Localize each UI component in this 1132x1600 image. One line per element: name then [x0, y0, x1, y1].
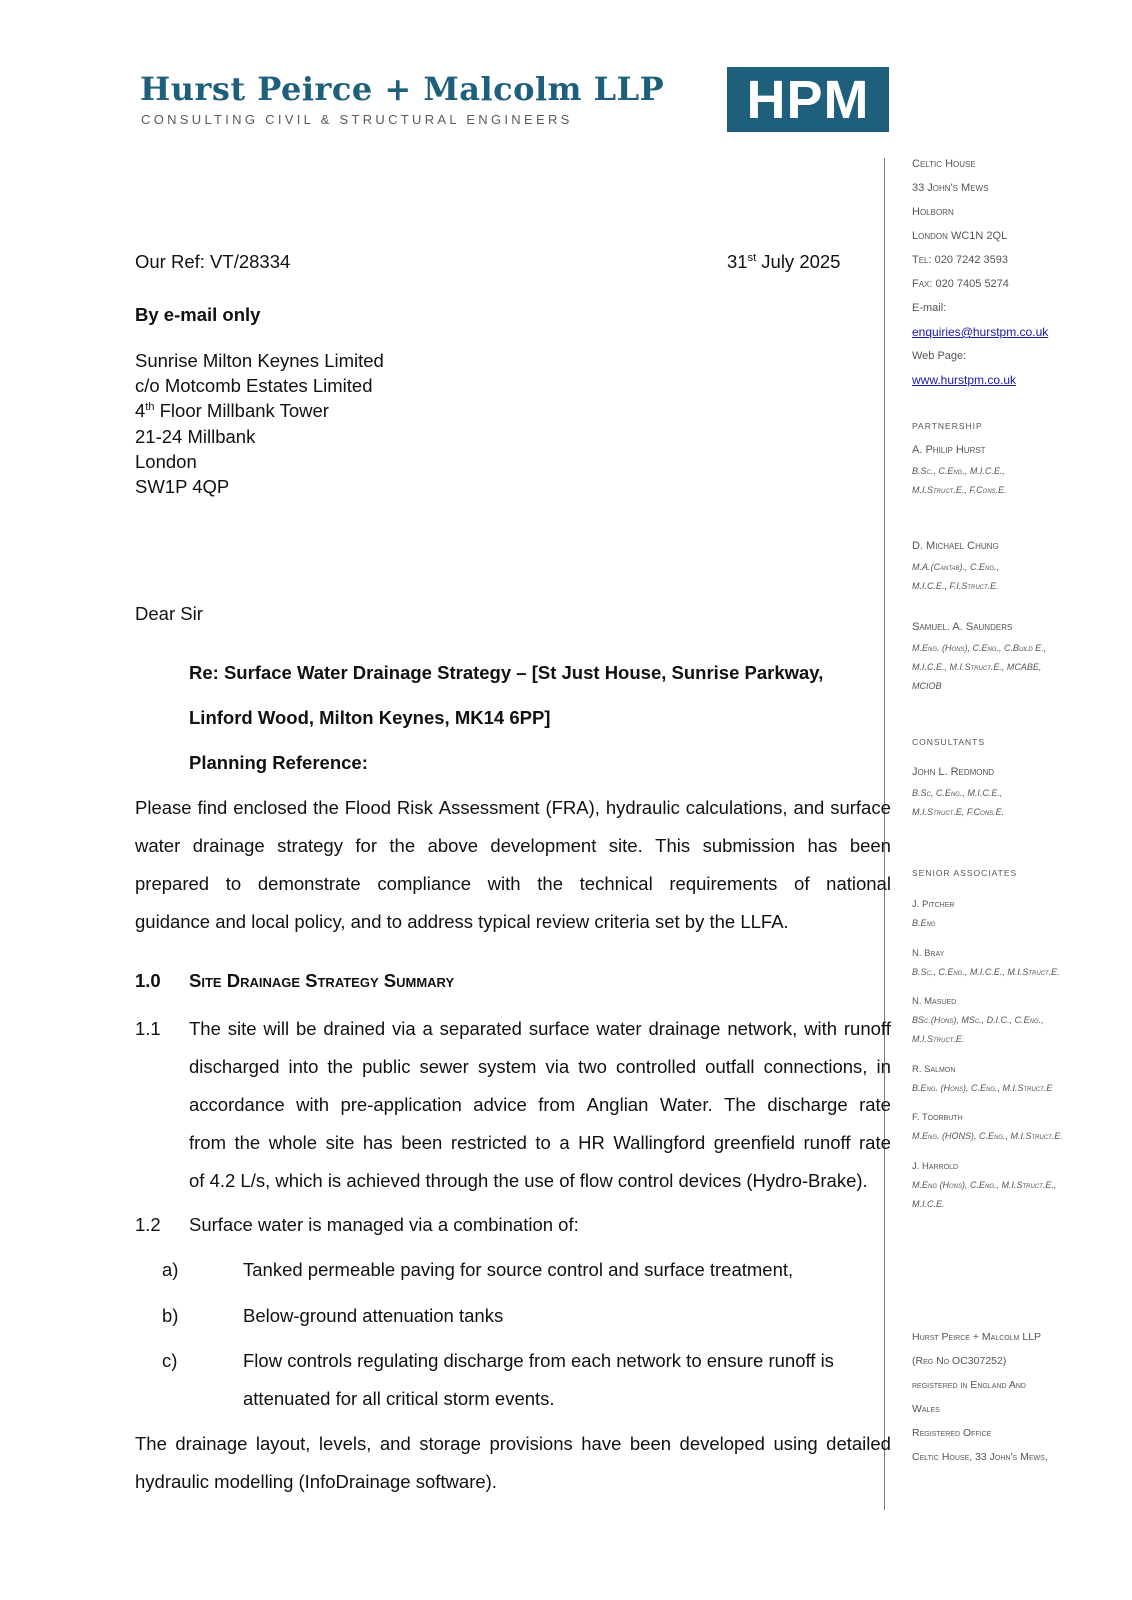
- word: with: [487, 873, 521, 894]
- word: drainage: [648, 1018, 721, 1039]
- associate-name: J. Pitcher: [912, 899, 955, 910]
- sidebar-footer: [912, 1325, 1127, 1469]
- word: The: [724, 1094, 756, 1115]
- associate-name: J. Harrold: [912, 1161, 959, 1172]
- word: site: [227, 1018, 257, 1039]
- word: whole: [268, 1132, 318, 1153]
- footer-line: Celtic House, 33 John's Mews,: [912, 1451, 1048, 1463]
- para-line: [189, 1094, 891, 1116]
- word: have: [581, 1433, 622, 1454]
- word: HR: [578, 1132, 605, 1153]
- word: levels,: [318, 1433, 372, 1454]
- partner-name: A. Philip Hurst: [912, 444, 986, 456]
- word: controlled: [615, 1056, 697, 1077]
- word: has: [362, 1132, 393, 1153]
- intro-line: guidance and local policy, and to address typical review criteria set by the LLFA.: [135, 911, 789, 932]
- closing-line: [135, 1433, 891, 1455]
- footer-line: (Reg No OC307252): [912, 1355, 1007, 1367]
- associate-quals: B.Eng. (Hons), C.Eng., M.I.Struct.E: [912, 1083, 1053, 1093]
- word: pre-application: [340, 1094, 462, 1115]
- hpm-logo-text: HPM: [746, 69, 870, 130]
- word: has: [807, 835, 838, 856]
- word: requirements: [669, 873, 778, 894]
- address-line: London WC1N 2QL: [912, 230, 1008, 242]
- word: been: [401, 1132, 443, 1153]
- address-line: Holborn: [912, 206, 954, 218]
- word: (FRA),: [545, 797, 600, 818]
- footer-line: Registered Office: [912, 1427, 992, 1439]
- associate-quals: M.I.Struct.E.: [912, 1034, 965, 1044]
- word: discharged: [189, 1056, 280, 1077]
- word: and: [793, 797, 825, 818]
- intro-line: [135, 835, 891, 857]
- word: drainage: [175, 1433, 248, 1454]
- associate-name: N. Bray: [912, 948, 945, 959]
- word: with: [804, 1018, 838, 1039]
- word: surface: [830, 797, 891, 818]
- word: via: [391, 1018, 416, 1039]
- floor-num: 4: [135, 400, 146, 421]
- list-label: c): [162, 1350, 178, 1371]
- word: connections,: [763, 1056, 868, 1077]
- word: the: [327, 1056, 354, 1077]
- web-link[interactable]: www.hurstpm.co.uk: [912, 373, 1017, 387]
- sidebar-contact: [912, 152, 1127, 392]
- word: water: [135, 835, 181, 856]
- associates-heading: SENIOR ASSOCIATES: [912, 868, 1018, 878]
- footer-line: Wales: [912, 1403, 940, 1415]
- recipient-line: Sunrise Milton Keynes Limited: [135, 350, 384, 371]
- word: rate: [859, 1094, 891, 1115]
- list-item: Below-ground attenuation tanks: [243, 1305, 504, 1326]
- footer-line: registered in England And: [912, 1379, 1026, 1391]
- word: outfall: [705, 1056, 755, 1077]
- fax-line: Fax: 020 7405 5274: [912, 278, 1009, 290]
- word: The: [135, 1433, 167, 1454]
- word: in: [876, 1056, 891, 1077]
- associate-name: F. Toorbuth: [912, 1112, 963, 1123]
- partnership-heading: PARTNERSHIP: [912, 421, 983, 431]
- word: runoff: [843, 1018, 891, 1039]
- sidebar-associates: [912, 861, 1127, 885]
- word: site: [325, 1132, 355, 1153]
- delivery-note: By e-mail only: [135, 304, 261, 325]
- word: The: [189, 1018, 221, 1039]
- re-line: Re: Surface Water Drainage Strategy – [St Just House, Sunrise Parkway,: [189, 662, 824, 683]
- word: surface: [528, 1018, 590, 1039]
- word: greenfield: [713, 1132, 796, 1153]
- word: runoff: [803, 1132, 851, 1153]
- word: drained: [323, 1018, 386, 1039]
- section-number: 1.0: [135, 970, 161, 991]
- para-line: [189, 1018, 891, 1040]
- word: the: [313, 797, 339, 818]
- word: been: [849, 835, 891, 856]
- recipient-line: SW1P 4QP: [135, 476, 230, 497]
- associate-6: [912, 1157, 1127, 1214]
- word: two: [578, 1056, 607, 1077]
- word: layout,: [255, 1433, 311, 1454]
- word: This: [655, 835, 691, 856]
- word: into: [288, 1056, 319, 1077]
- list-label: b): [162, 1305, 179, 1326]
- word: public: [362, 1056, 411, 1077]
- word: the: [389, 835, 416, 856]
- word: advice: [473, 1094, 527, 1115]
- recipient-line: 21-24 Millbank: [135, 426, 256, 447]
- para-number: 1.1: [135, 1018, 161, 1039]
- word: hydraulic: [605, 797, 680, 818]
- partner-quals: M.A.(Cantab)., C.Eng.,: [912, 562, 1000, 572]
- partner-quals: M.Eng. (Hons), C.Eng., C.Build E.,: [912, 643, 1047, 653]
- word: developed: [679, 1433, 765, 1454]
- word: development: [490, 835, 597, 856]
- footer-line: Hurst Peirce + Malcolm LLP: [912, 1331, 1042, 1343]
- sidebar-consultants: [912, 730, 1127, 822]
- salutation: Dear Sir: [135, 603, 203, 624]
- list-item: Tanked permeable paving for source control and surface treatment,: [243, 1259, 794, 1280]
- email-link[interactable]: enquiries@hurstpm.co.uk: [912, 325, 1049, 339]
- floor-rest: Floor Millbank Tower: [154, 400, 329, 421]
- firm-tagline: CONSULTING CIVIL & STRUCTURAL ENGINEERS: [141, 112, 573, 127]
- date-suffix: st: [747, 251, 757, 264]
- word: site.: [608, 835, 643, 856]
- word: Wallingford: [613, 1132, 706, 1153]
- list-item: Flow controls regulating discharge from each network to ensure runoff is: [243, 1350, 834, 1371]
- word: provisions: [489, 1433, 573, 1454]
- partner-quals: B.Sc., C.Eng., M.I.C.E.,: [912, 466, 1005, 476]
- word: Flood: [344, 797, 392, 818]
- recipient-line: c/o Motcomb Estates Limited: [135, 375, 373, 396]
- associate-name: R. Salmon: [912, 1064, 956, 1075]
- word: for: [355, 835, 377, 856]
- word: submission: [702, 835, 796, 856]
- word: Assessment: [438, 797, 540, 818]
- consultant-quals: B.Sc, C.Eng., M.I.C.E.,: [912, 788, 1003, 798]
- consultants-heading: CONSULTANTS: [912, 737, 986, 747]
- word: demonstrate: [257, 873, 361, 894]
- planning-reference: Planning Reference:: [189, 752, 368, 773]
- section-title: Site Drainage Strategy Summary: [189, 970, 455, 991]
- word: national: [826, 873, 891, 894]
- word: will: [263, 1018, 290, 1039]
- word: with: [296, 1094, 330, 1115]
- sidebar-partner-3: [912, 615, 1127, 696]
- word: and: [379, 1433, 411, 1454]
- sidebar-partnership: [912, 414, 1127, 500]
- word: Risk: [396, 797, 433, 818]
- hpm-logo-mark: [727, 67, 889, 132]
- word: system: [477, 1056, 537, 1077]
- word: storage: [419, 1433, 481, 1454]
- address-line: Celtic House: [912, 158, 976, 170]
- associate-1: [912, 895, 1127, 933]
- word: the: [537, 873, 563, 894]
- partner-name: D. Michael Chung: [912, 540, 999, 552]
- word: via: [545, 1056, 570, 1077]
- word: Please: [135, 797, 192, 818]
- tel-line: Tel: 020 7242 3593: [912, 254, 1009, 266]
- associate-3: [912, 992, 1127, 1049]
- para-line: [189, 1132, 891, 1154]
- closing-line: hydraulic modelling (InfoDrainage software).: [135, 1471, 497, 1492]
- word: prepared: [135, 873, 210, 894]
- address-line: 33 John's Mews: [912, 182, 989, 194]
- word: enclosed: [233, 797, 308, 818]
- word: using: [773, 1433, 818, 1454]
- para-line: [189, 1056, 891, 1078]
- word: discharge: [767, 1094, 848, 1115]
- word: to: [535, 1132, 551, 1153]
- word: Water.: [659, 1094, 713, 1115]
- word: from: [189, 1132, 226, 1153]
- email-label: E-mail:: [912, 302, 947, 314]
- sidebar-partner-2: [912, 534, 1127, 596]
- associate-quals: B.Eng: [912, 918, 936, 928]
- associate-quals: BSc.(Hons), MSc., D.I.C., C.Eng.,: [912, 1015, 1044, 1025]
- word: the: [234, 1132, 261, 1153]
- letter-date: [727, 251, 840, 273]
- para-number: 1.2: [135, 1214, 161, 1235]
- word: a: [422, 1018, 433, 1039]
- word: water: [596, 1018, 642, 1039]
- consultant-name: John L. Redmond: [912, 766, 995, 778]
- partner-quals: M.I.C.E., F.I.Struct.E.: [912, 581, 999, 591]
- word: be: [295, 1018, 317, 1039]
- list-item: attenuated for all critical storm events.: [243, 1388, 555, 1409]
- associate-name: N. Masued: [912, 996, 957, 1007]
- word: compliance: [377, 873, 471, 894]
- word: been: [629, 1433, 672, 1454]
- word: above: [427, 835, 478, 856]
- partner-name: Samuel. A. Saunders: [912, 621, 1013, 633]
- partner-quals: MCIOB: [912, 681, 942, 691]
- word: find: [197, 797, 228, 818]
- recipient-line: London: [135, 451, 197, 472]
- word: separated: [439, 1018, 522, 1039]
- partner-quals: M.I.C.E., M.I.Struct.E., MCABE,: [912, 662, 1042, 672]
- word: accordance: [189, 1094, 285, 1115]
- associate-quals: M.Eng. (HONS), C.Eng., M.I.Struct.E.: [912, 1131, 1063, 1141]
- word: restricted: [450, 1132, 527, 1153]
- word: technical: [579, 873, 653, 894]
- web-label: Web Page:: [912, 350, 967, 362]
- recipient-line: [135, 400, 329, 422]
- word: calculations,: [685, 797, 788, 818]
- word: network,: [727, 1018, 798, 1039]
- list-label: a): [162, 1259, 179, 1280]
- word: rate: [859, 1132, 891, 1153]
- intro-line: [135, 873, 891, 895]
- associate-quals: M.I.C.E.: [912, 1199, 945, 1209]
- date-rest: July 2025: [756, 251, 841, 272]
- word: a: [559, 1132, 570, 1153]
- associate-quals: B.Sc., C.Eng., M.I.C.E., M.I.Struct.E.: [912, 967, 1060, 977]
- intro-line: [135, 797, 891, 819]
- associate-2: [912, 944, 1127, 982]
- associate-4: [912, 1060, 1127, 1098]
- word: from: [538, 1094, 576, 1115]
- word: Anglian: [586, 1094, 649, 1115]
- para-line: of 4.2 L/s, which is achieved through the use of flow control devices (Hydro-Brake).: [189, 1170, 868, 1191]
- date-day: 31: [727, 251, 748, 272]
- floor-sup: th: [145, 400, 155, 413]
- word: strategy: [277, 835, 343, 856]
- word: detailed: [826, 1433, 891, 1454]
- word: to: [225, 873, 242, 894]
- word: sewer: [419, 1056, 469, 1077]
- re-line: Linford Wood, Milton Keynes, MK14 6PP]: [189, 707, 551, 728]
- word: drainage: [192, 835, 265, 856]
- associate-quals: M.Eng (Hons), C.Eng., M.I.Struct.E.,: [912, 1180, 1057, 1190]
- our-ref: Our Ref: VT/28334: [135, 251, 291, 272]
- consultant-quals: M.I.Struct.E, F.Cons.E.: [912, 807, 1005, 817]
- partner-quals: M.I.Struct.E., F.Cons.E.: [912, 485, 1007, 495]
- word: of: [794, 873, 810, 894]
- para-line: Surface water is managed via a combination of:: [189, 1214, 579, 1235]
- associate-5: [912, 1108, 1127, 1146]
- firm-logo-name: Hurst Peirce + Malcolm LLP: [140, 70, 665, 108]
- sidebar-divider: [884, 158, 885, 1510]
